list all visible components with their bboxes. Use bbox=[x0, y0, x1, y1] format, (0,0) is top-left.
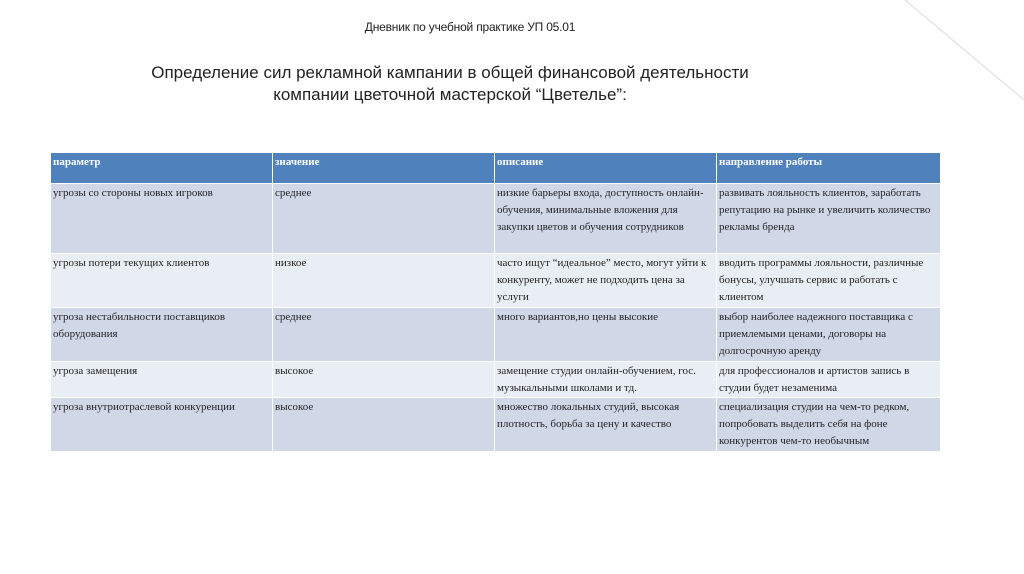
cell-direction: развивать лояльность клиентов, заработать репутацию на рынке и увеличить количество рекламы бренда bbox=[717, 184, 941, 254]
cell-parameter: угрозы потери текущих клиентов bbox=[51, 254, 273, 308]
cell-description: много вариантов,но цены высокие bbox=[495, 308, 717, 362]
cell-parameter: угрозы со стороны новых игроков bbox=[51, 184, 273, 254]
header-description: описание bbox=[495, 153, 717, 184]
table-row bbox=[51, 398, 941, 452]
cell-value: среднее bbox=[273, 184, 495, 254]
cell-description: часто ищут “идеальное” место, могут уйти к конкуренту, может не подходить цена за услуги bbox=[495, 254, 717, 308]
cell-parameter: угроза замещения bbox=[51, 362, 273, 398]
cell-direction: выбор наиболее надежного поставщика с приемлемыми ценами, договоры на долгосрочную аренду bbox=[717, 308, 941, 362]
forces-table bbox=[50, 152, 941, 452]
cell-description: множество локальных студий, высокая плотность, борьба за цену и качество bbox=[495, 398, 717, 452]
header-value: значение bbox=[273, 153, 495, 184]
cell-direction: вводить программы лояльности, различные бонусы, улучшать сервис и работать с клиентом bbox=[717, 254, 941, 308]
cell-description: замещение студии онлайн-обучением, гос. музыкальными школами и тд. bbox=[495, 362, 717, 398]
cell-direction: специализация студии на чем-то редком, попробовать выделить себя на фоне конкурентов чем-то необычным bbox=[717, 398, 941, 452]
table-header-row bbox=[51, 153, 941, 184]
cell-value: высокое bbox=[273, 398, 495, 452]
document-title: Дневник по учебной практике УП 05.01 bbox=[364, 20, 576, 34]
page-heading: Определение сил рекламной кампании в общей финансовой деятельности компании цветочной мастерской “Цветелье”: bbox=[151, 63, 749, 104]
table-row bbox=[51, 184, 941, 254]
header-parameter: параметр bbox=[51, 153, 273, 184]
cell-value: среднее bbox=[273, 308, 495, 362]
decorative-corner-line bbox=[905, 0, 1024, 100]
cell-value: высокое bbox=[273, 362, 495, 398]
cell-parameter: угроза нестабильности поставщиков оборудования bbox=[51, 308, 273, 362]
cell-direction: для профессионалов и артистов запись в студии будет незаменима bbox=[717, 362, 941, 398]
cell-parameter: угроза внутриотраслевой конкуренции bbox=[51, 398, 273, 452]
table-row bbox=[51, 362, 941, 398]
table-row bbox=[51, 254, 941, 308]
table-row bbox=[51, 308, 941, 362]
cell-description: низкие барьеры входа, доступность онлайн-обучения, минимальные вложения для закупки цветов и обучения сотрудников bbox=[495, 184, 717, 254]
header-direction: направление работы bbox=[717, 153, 941, 184]
cell-value: низкое bbox=[273, 254, 495, 308]
